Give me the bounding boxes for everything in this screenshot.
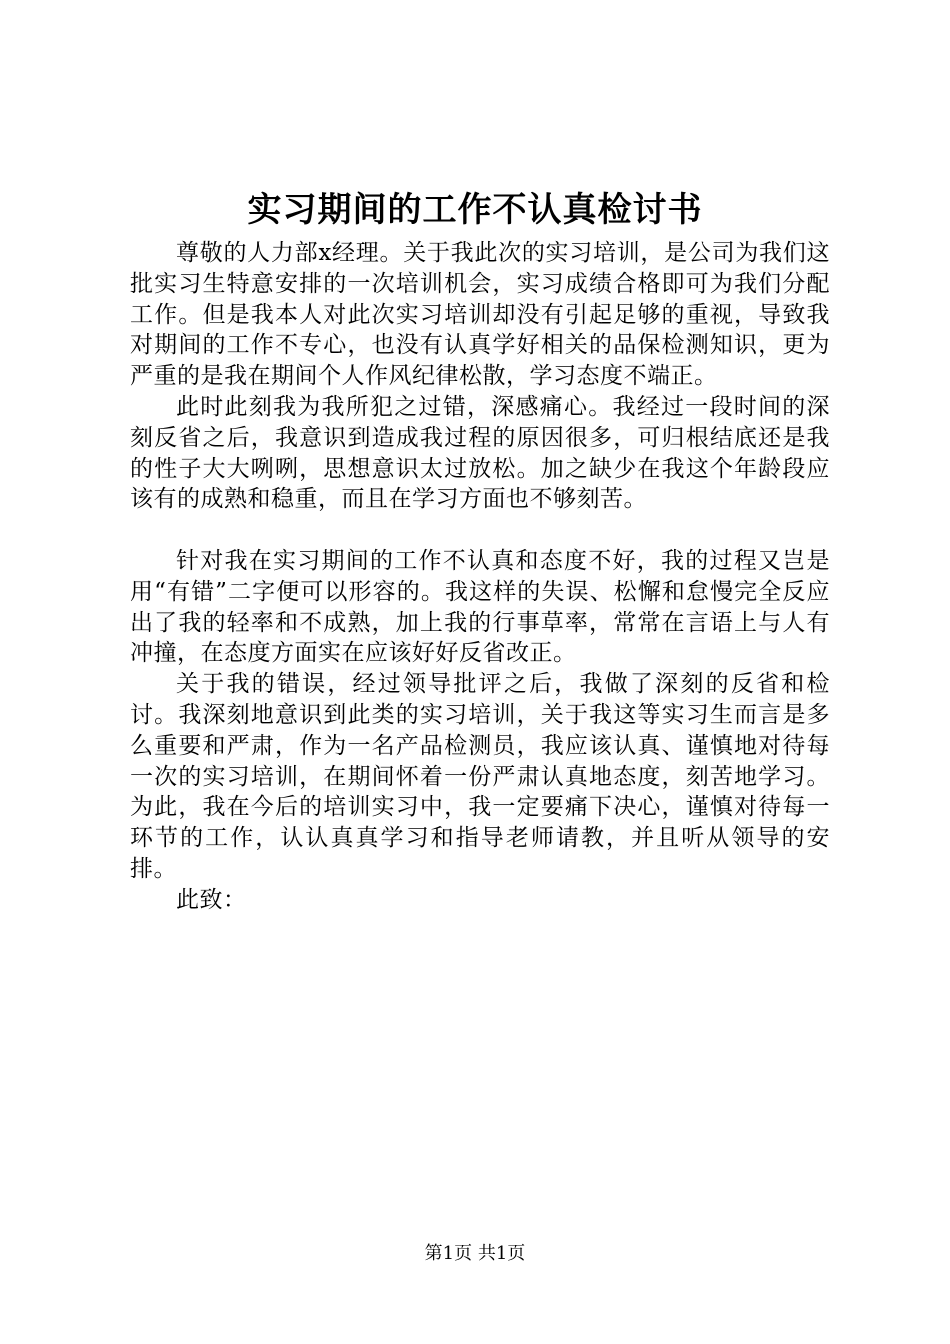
paragraph-gap bbox=[130, 515, 830, 546]
document-body bbox=[130, 238, 830, 916]
paragraph-attitude: 针对我在实习期间的工作不认真和态度不好，我的过程又岂是用“有错”二字便可以形容的。我这样的失误、松懈和怠慢完全反应出了我的轻率和不成熟，加上我的行事草率，常常在言语上与人有冲撞，在态度方面实在应该好好反省改正。 bbox=[130, 547, 830, 667]
paragraph-commitment: 关于我的错误，经过领导批评之后，我做了深刻的反省和检讨。我深刻地意识到此类的实习培训，关于我这等实习生而言是多么重要和严肃，作为一名产品检测员，我应该认真、谨慎地对待每一次的实习培训，在期间怀着一份严肃认真地态度，刻苦地学习。为此，我在今后的培训实习中，我一定要痛下决心，谨慎对待每一环节的工作，认认真真学习和指导老师请教，并且听从领导的安排。 bbox=[130, 671, 830, 882]
paragraph-reflection: 此时此刻我为我所犯之过错，深感痛心。我经过一段时间的深刻反省之后，我意识到造成我过程的原因很多，可归根结底还是我的性子大大咧咧，思想意识太过放松。加之缺少在我这个年龄段应该有的成熟和稳重，而且在学习方面也不够刻苦。 bbox=[130, 393, 830, 513]
document-title: 实习期间的工作不认真检讨书 bbox=[247, 190, 703, 230]
page-footer: 第1页 共1页 bbox=[424, 1243, 526, 1264]
paragraph-closing: 此致： bbox=[176, 886, 247, 913]
paragraph-greeting: 尊敬的人力部x经理。关于我此次的实习培训，是公司为我们这批实习生特意安排的一次培训机会，实习成绩合格即可为我们分配工作。但是我本人对此次实习培训却没有引起足够的重视，导致我对期间的工作不专心，也没有认真学好相关的品保检测知识，更为严重的是我在期间个人作风纪律松散，学习态度不端正。 bbox=[130, 240, 830, 390]
